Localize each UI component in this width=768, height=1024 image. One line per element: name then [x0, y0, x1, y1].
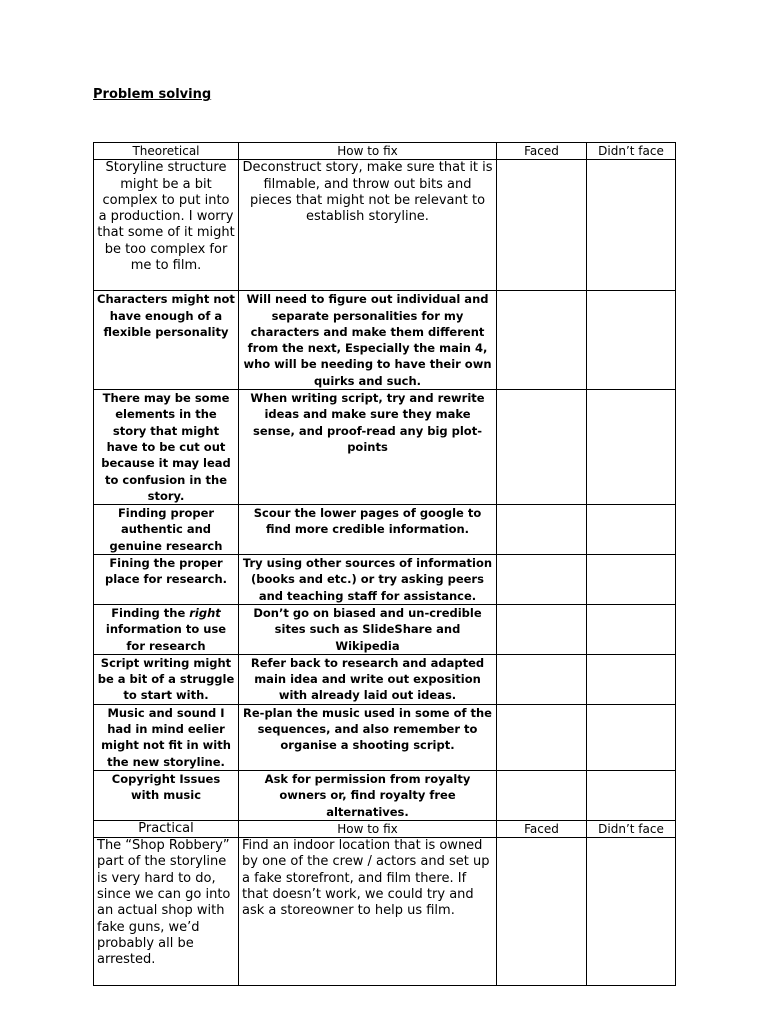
fix-cell: Don’t go on biased and un-credible sites such as SlideShare and Wikipedia — [239, 604, 497, 654]
header-theoretical: Theoretical — [94, 143, 239, 160]
faced-cell — [497, 390, 587, 505]
faced-cell — [497, 770, 587, 820]
table-row — [94, 291, 676, 390]
table-row — [94, 770, 676, 820]
problem-cell: The “Shop Robbery” part of the storyline is very hard to do, since we can go into an actual shop with fake guns, we’d probably all be arrested. — [94, 838, 239, 986]
table-row — [94, 390, 676, 505]
didnt-face-cell — [587, 160, 676, 291]
fix-cell: Deconstruct story, make sure that it is filmable, and throw out bits and pieces that might not be relevant to establish storyline. — [239, 160, 497, 291]
table-row — [94, 838, 676, 986]
problem-cell: Fining the proper place for research. — [94, 555, 239, 605]
page-title: Problem solving — [93, 87, 212, 102]
didnt-face-cell — [587, 838, 676, 986]
header-didnt-face: Didn’t face — [587, 820, 676, 837]
didnt-face-cell — [587, 770, 676, 820]
faced-cell — [497, 654, 587, 704]
fix-cell: Try using other sources of information (books and etc.) or try asking peers and teaching staff for assistance. — [239, 555, 497, 605]
problem-text-emphasis: right — [189, 605, 221, 620]
fix-cell: Find an indoor location that is owned by one of the crew / actors and set up a fake storefront, and film there. If that doesn’t work, we could try and ask a storeowner to help us film. — [239, 838, 497, 986]
didnt-face-cell — [587, 390, 676, 505]
table-row — [94, 160, 676, 291]
fix-cell: Ask for permission from royalty owners or, find royalty free alternatives. — [239, 770, 497, 820]
problem-cell: Music and sound I had in mind eelier might not fit in with the new storyline. — [94, 704, 239, 770]
problem-cell: Characters might not have enough of a flexible personality — [94, 291, 239, 390]
problem-cell: Copyright Issues with music — [94, 770, 239, 820]
problem-text-before: Finding the — [111, 605, 190, 620]
problem-table — [93, 142, 676, 986]
table-row — [94, 555, 676, 605]
didnt-face-cell — [587, 555, 676, 605]
faced-cell — [497, 160, 587, 291]
header-how-to-fix: How to fix — [239, 143, 497, 160]
table-row — [94, 505, 676, 555]
didnt-face-cell — [587, 654, 676, 704]
fix-cell: Scour the lower pages of google to find more credible information. — [239, 505, 497, 555]
fix-cell: Re-plan the music used in some of the sequences, and also remember to organise a shooting script. — [239, 704, 497, 770]
header-faced: Faced — [497, 143, 587, 160]
faced-cell — [497, 505, 587, 555]
problem-cell: Storyline structure might be a bit complex to put into a production. I worry that some of it might be too complex for me to film. — [94, 160, 239, 291]
table-row — [94, 654, 676, 704]
didnt-face-cell — [587, 704, 676, 770]
faced-cell — [497, 704, 587, 770]
faced-cell — [497, 838, 587, 986]
header-faced: Faced — [497, 820, 587, 837]
header-practical: Practical — [94, 820, 239, 837]
faced-cell — [497, 291, 587, 390]
fix-cell: Will need to figure out individual and separate personalities for my characters and make them different from the next, Especially the main 4, who will be needing to have their own quirks and such. — [239, 291, 497, 390]
theoretical-header-row — [94, 143, 676, 160]
problem-text-after: information to use for research — [105, 622, 227, 653]
didnt-face-cell — [587, 604, 676, 654]
faced-cell — [497, 555, 587, 605]
problem-cell — [94, 604, 239, 654]
fix-cell: When writing script, try and rewrite ideas and make sure they make sense, and proof-read any big plot-points — [239, 390, 497, 505]
practical-header-row — [94, 820, 676, 837]
didnt-face-cell — [587, 505, 676, 555]
header-didnt-face: Didn’t face — [587, 143, 676, 160]
table-row — [94, 704, 676, 770]
problem-cell: Finding proper authentic and genuine research — [94, 505, 239, 555]
problem-cell: There may be some elements in the story that might have to be cut out because it may lead to confusion in the story. — [94, 390, 239, 505]
fix-cell: Refer back to research and adapted main idea and write out exposition with already laid out ideas. — [239, 654, 497, 704]
header-how-to-fix: How to fix — [239, 820, 497, 837]
faced-cell — [497, 604, 587, 654]
problem-cell: Script writing might be a bit of a struggle to start with. — [94, 654, 239, 704]
didnt-face-cell — [587, 291, 676, 390]
table-row — [94, 604, 676, 654]
